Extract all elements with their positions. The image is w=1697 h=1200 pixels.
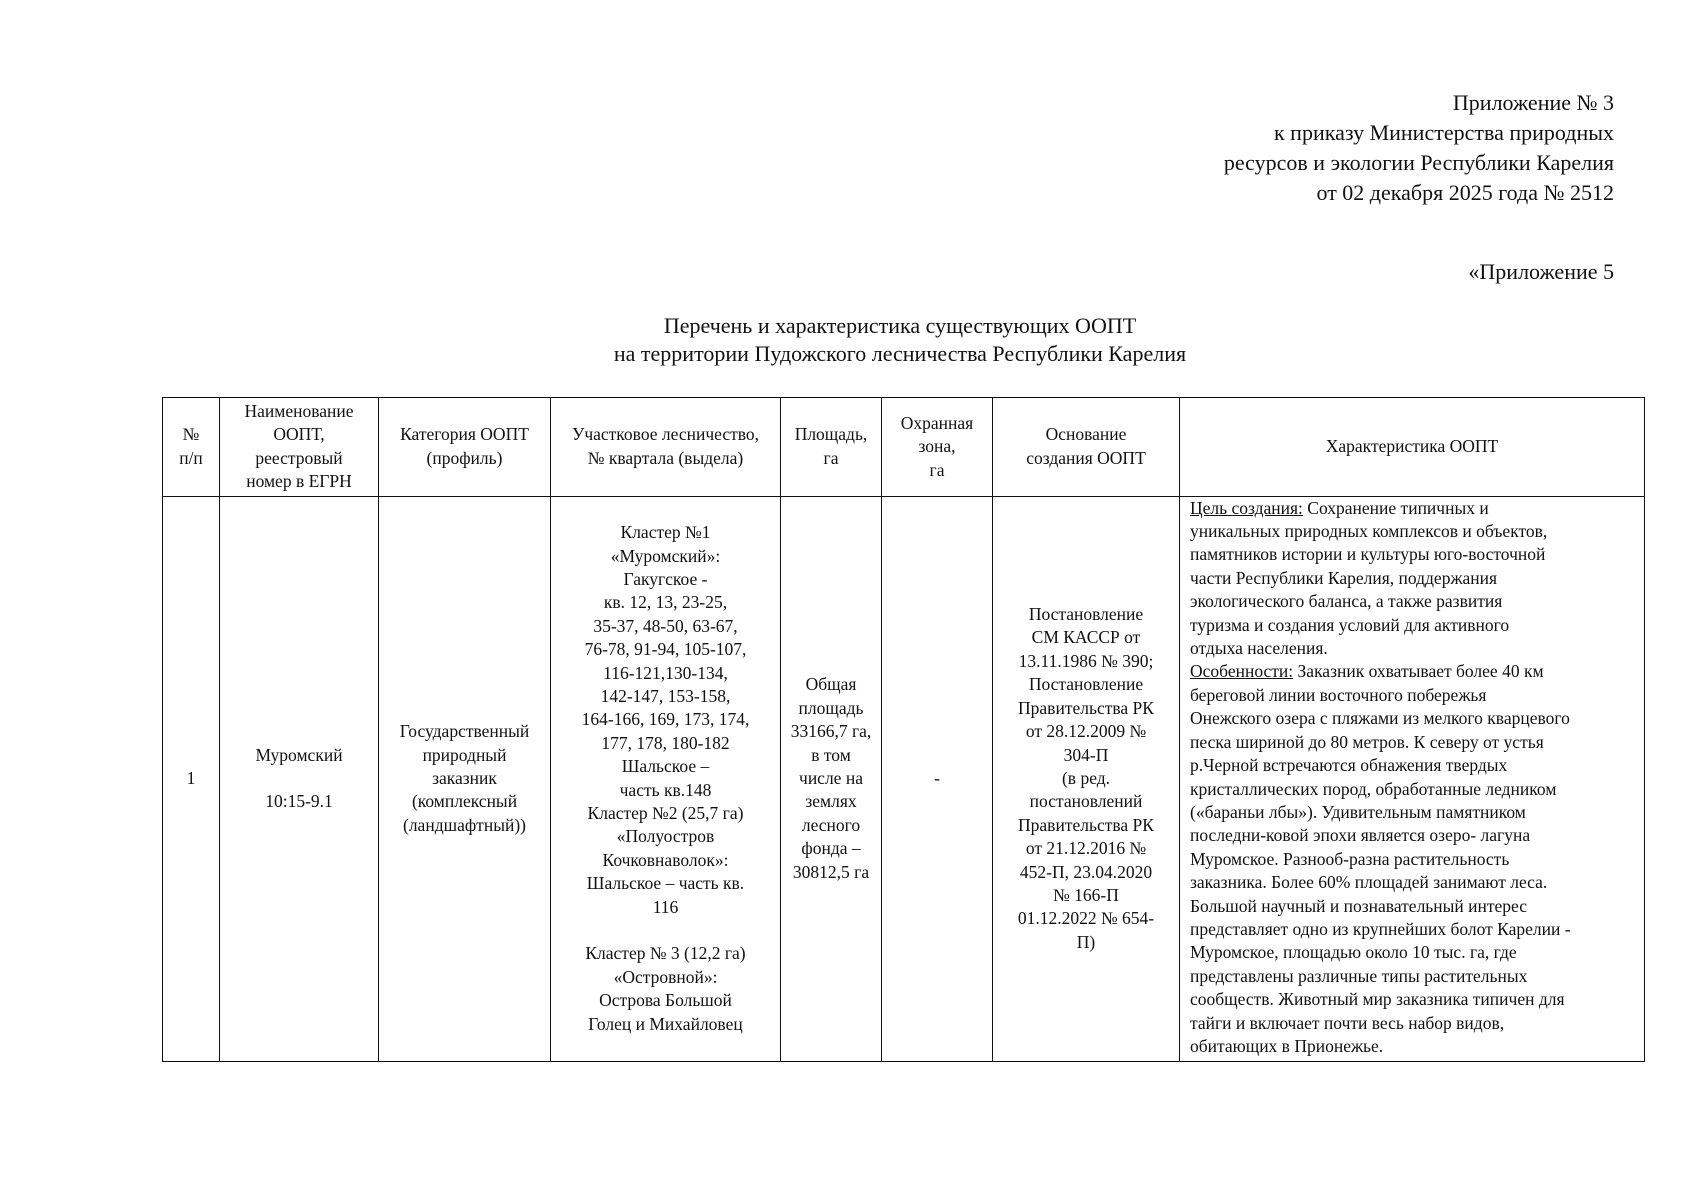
header-characteristics: Характеристика ООПТ bbox=[1180, 398, 1645, 497]
order-reference: к приказу Министерства природных bbox=[1273, 120, 1614, 145]
title-line-1: Перечень и характеристика существующих ООПТ bbox=[663, 313, 1137, 338]
oopt-name: Муромский bbox=[255, 744, 343, 765]
cell-category: Государственный природный заказник (комплексный (ландшафтный)) bbox=[379, 496, 551, 1061]
title-line-2: на территории Пудожского лесничества Республики Карелия bbox=[613, 341, 1187, 366]
characteristics-text bbox=[1190, 497, 1644, 1059]
table-row bbox=[163, 496, 1645, 1061]
appendix-header bbox=[1224, 88, 1614, 208]
purpose-text: Сохранение типичных и уникальных природных комплексов и объектов, памятников истории и культуры юго-восточной части Республики Карелия, поддержания экологического баланса, а также развития туризма и создания условий для активного отдыха населения. bbox=[1190, 497, 1548, 659]
header-forestry: Участковое лесничество, № квартала (выдела) bbox=[551, 398, 781, 497]
features-text: Заказник охватывает более 40 км береговой линии восточного побережья Онежского озера с пляжами из мелкого кварцевого песка шириной до 80 метров. К северу от устья р.Черной встречаются обнажения твердых кристаллических пород, обработанные ледником («бараньи лбы»). Удивительным памятником последни-ковой эпохи является озеро- лагуна Муромское. Разнооб-разна растительность заказника. Более 60% площадей занимают леса. Большой научный и познавательный интерес представляет одно из крупнейших болот Карелии - Муромское, площадью около 10 тыс. га, где представлены различные типы растительных сообществ. Животный мир заказника типичен для тайги и включает почти весь набор видов, обитающих в Прионежье. bbox=[1190, 661, 1571, 1056]
cell-basis: Постановление СМ КАССР от 13.11.1986 № 390; Постановление Правительства РК от 28.12.2009 № 304-П (в ред. постановлений Правительства РК от 21.12.2016 № 452-П, 23.04.2020 № 166-П 01.12.2022 № 654- П) bbox=[993, 496, 1180, 1061]
purpose-label: Цель создания: bbox=[1190, 497, 1303, 518]
appendix-5-reference: «Приложение 5 bbox=[1468, 259, 1614, 284]
header-num: № п/п bbox=[163, 398, 220, 497]
cell-name bbox=[220, 496, 379, 1061]
table-header-row bbox=[163, 398, 1645, 497]
oopt-table bbox=[162, 397, 1645, 1062]
document-title bbox=[0, 312, 1697, 368]
order-date: от 02 декабря 2025 года № 2512 bbox=[1316, 180, 1614, 205]
registry-number: 10:15-9.1 bbox=[265, 791, 333, 812]
cell-buffer-zone: - bbox=[882, 496, 993, 1061]
header-name: Наименование ООПТ, реестровый номер в ЕГРН bbox=[220, 398, 379, 497]
cell-area: Общая площадь 33166,7 га, в том числе на землях лесного фонда – 30812,5 га bbox=[781, 496, 882, 1061]
cell-forestry: Кластер №1 «Муромский»: Гакугское - кв. 12, 13, 23-25, 35-37, 48-50, 63-67, 76-78, 91-94, 105-107, 116-121,130-134, 142-147, 153-158, 164-166, 169, 173, 174, 177, 178, 180-182 Шальское – часть кв.148 Кластер №2 (25,7 га) «Полуостров Кочковнаволок»: Шальское – часть кв. 116 Кластер № 3 (12,2 га) «Островной»: Острова Большой Голец и Михайловец bbox=[551, 496, 781, 1061]
cell-characteristics bbox=[1180, 496, 1645, 1061]
cell-num: 1 bbox=[163, 496, 220, 1061]
header-area: Площадь, га bbox=[781, 398, 882, 497]
header-category: Категория ООПТ (профиль) bbox=[379, 398, 551, 497]
appendix-number: Приложение № 3 bbox=[1452, 90, 1614, 115]
header-buffer-zone: Охранная зона, га bbox=[882, 398, 993, 497]
ministry-name: ресурсов и экологии Республики Карелия bbox=[1223, 150, 1614, 175]
header-basis: Основание создания ООПТ bbox=[993, 398, 1180, 497]
features-label: Особенности: bbox=[1190, 661, 1294, 682]
